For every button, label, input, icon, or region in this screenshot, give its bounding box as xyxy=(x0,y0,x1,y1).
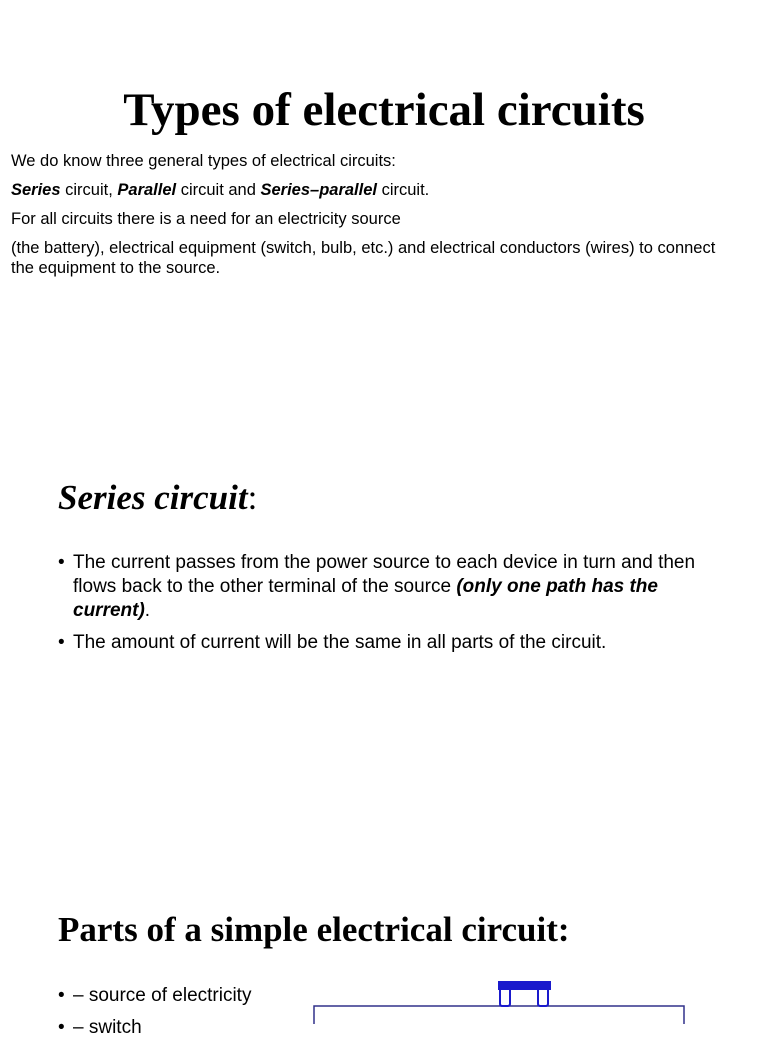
circuit-wire-loop xyxy=(314,1006,684,1024)
intro-text-2: circuit and xyxy=(176,181,261,199)
parts-bullet-list xyxy=(58,984,308,1048)
page-title: Types of electrical circuits xyxy=(123,84,645,136)
bullet-dot: • xyxy=(58,632,65,653)
list-item xyxy=(58,631,708,655)
intro-text-1: circuit, xyxy=(60,181,118,199)
intro-text-3: circuit. xyxy=(376,181,430,199)
battery-cap-icon xyxy=(498,981,551,990)
series-circuit-heading xyxy=(58,476,257,520)
list-item xyxy=(58,551,708,623)
intro-series-parallel-term: Series–parallel xyxy=(260,181,377,199)
intro-line-2 xyxy=(11,180,741,200)
intro-text xyxy=(11,151,741,287)
list-item xyxy=(58,1016,308,1040)
intro-series-term: Series xyxy=(11,181,61,199)
bullet-dot: • xyxy=(58,985,65,1006)
intro-line-1: We do know three general types of electrical circuits: xyxy=(11,152,396,170)
series-bullet-list xyxy=(58,551,708,663)
intro-parallel-term: Parallel xyxy=(117,181,177,199)
bullet-text: – source of electricity xyxy=(73,985,252,1006)
circuit-diagram xyxy=(300,978,700,1024)
battery-terminal-right-icon xyxy=(538,990,548,1006)
parts-heading: Parts of a simple electrical circuit: xyxy=(58,910,570,949)
bullet-dot: • xyxy=(58,1017,65,1038)
bullet-text: The amount of current will be the same in all parts of the circuit. xyxy=(73,632,607,653)
bullet-text: – switch xyxy=(73,1017,142,1038)
intro-line-4: (the battery), electrical equipment (switch, bulb, etc.) and electrical conductors (wires) to connect the equipment to the source. xyxy=(11,239,716,277)
bullet-suffix: . xyxy=(144,600,151,621)
series-heading-colon: : xyxy=(247,478,258,517)
list-item xyxy=(58,984,308,1008)
intro-line-3: For all circuits there is a need for an electricity source xyxy=(11,210,401,228)
battery-terminal-left-icon xyxy=(500,990,510,1006)
bullet-emphasis: (only one path has the current) xyxy=(73,576,658,621)
series-heading-text: Series circuit xyxy=(58,478,248,517)
bullet-dot: • xyxy=(58,552,65,573)
bullet-text: The current passes from the power source to each device in turn and then flows back to the other terminal of the source xyxy=(73,552,696,597)
